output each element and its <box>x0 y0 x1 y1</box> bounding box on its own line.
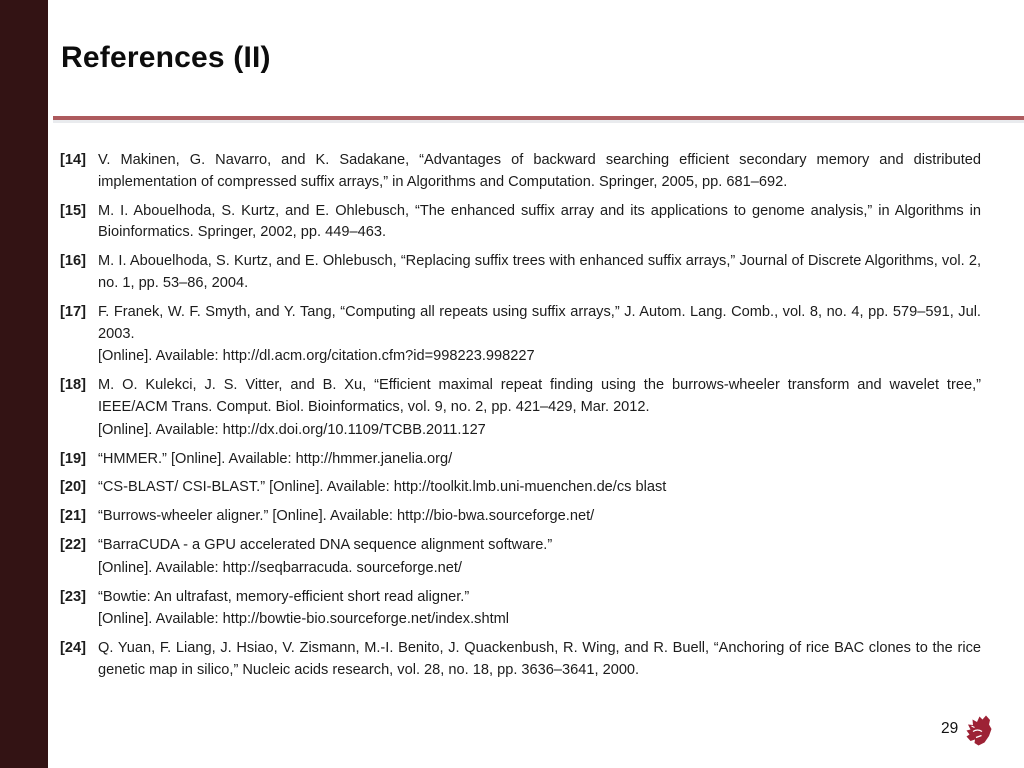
reference-number: [22] <box>60 536 86 553</box>
reference-citation: M. I. Abouelhoda, S. Kurtz, and E. Ohlebusch, “The enhanced suffix array and its applications to genome analysis,” in Algorithms in Bioinformatics. Springer, 2002, pp. 449–463. <box>98 202 981 241</box>
reference-entry <box>60 477 981 499</box>
reference-entry <box>60 375 981 441</box>
slide-accent-sidebar <box>0 0 48 768</box>
reference-entry <box>60 587 981 632</box>
reference-number: [21] <box>60 508 86 525</box>
reference-entry <box>60 535 981 580</box>
reference-citation: “Burrows-wheeler aligner.” [Online]. Available: http://bio-bwa.sourceforge.net/ <box>98 508 595 525</box>
reference-number: [23] <box>60 588 86 605</box>
reference-number: [17] <box>60 303 86 320</box>
reference-citation: Q. Yuan, F. Liang, J. Hsiao, V. Zismann, M.-I. Benito, J. Quackenbush, R. Wing, and R. Buell, “Anchoring of rice BAC clones to the rice genetic map in silico,” Nucleic acids research, vol. 28, no. 18, pp. 3636–3641, 2000. <box>98 640 981 678</box>
reference-number: [20] <box>60 479 86 496</box>
reference-online-url: [Online]. Available: http://dl.acm.org/citation.cfm?id=998223.998227 <box>98 348 535 365</box>
title-divider-rule <box>53 116 1024 123</box>
reference-citation: “HMMER.” [Online]. Available: http://hmmer.janelia.org/ <box>98 450 453 467</box>
reference-citation: M. O. Kulekci, J. S. Vitter, and B. Xu, “Efficient maximal repeat finding using the burrows-wheeler transform and wavelet tree,” IEEE/ACM Trans. Comput. Biol. Bioinformatics, vol. 9, no. 2, pp. 421–429, Mar. 2012. <box>98 377 981 415</box>
reference-number: [14] <box>60 152 86 168</box>
reference-number: [16] <box>60 253 86 270</box>
reference-citation: V. Makinen, G. Navarro, and K. Sadakane, “Advantages of backward searching efficient secondary memory and distributed implementation of compressed suffix arrays,” in Algorithms and Computation. Springer, 2005, pp. 681–692. <box>98 152 981 190</box>
reference-citation: F. Franek, W. F. Smyth, and Y. Tang, “Computing all repeats using suffix arrays,” J. Autom. Lang. Comb., vol. 8, no. 4, pp. 579–591, Jul. 2003. <box>98 303 981 342</box>
reference-number: [24] <box>60 640 86 657</box>
reference-citation: “Bowtie: An ultrafast, memory-efficient short read aligner.” <box>98 588 470 605</box>
reference-entry <box>60 201 981 245</box>
reference-entry <box>60 449 981 471</box>
references-list <box>60 150 981 689</box>
reference-citation: M. I. Abouelhoda, S. Kurtz, and E. Ohlebusch, “Replacing suffix trees with enhanced suffix arrays,” Journal of Discrete Algorithms, vol. 2, no. 1, pp. 53–86, 2004. <box>98 253 981 291</box>
reference-number: [18] <box>60 377 86 394</box>
slide-page-number: 29 <box>941 720 959 737</box>
wsu-cougar-logo-icon <box>965 715 992 746</box>
divider-rule-light-stripe <box>53 120 1024 123</box>
reference-citation: “CS-BLAST/ CSI-BLAST.” [Online]. Available: http://toolkit.lmb.uni-muenchen.de/cs blast <box>98 479 667 496</box>
reference-entry <box>60 506 981 528</box>
reference-citation: “BarraCUDA - a GPU accelerated DNA sequence alignment software.” <box>98 536 553 553</box>
reference-entry <box>60 302 981 368</box>
reference-online-url: [Online]. Available: http://bowtie-bio.sourceforge.net/index.shtml <box>98 611 510 628</box>
reference-entry <box>60 638 981 682</box>
reference-online-url: [Online]. Available: http://seqbarracuda. sourceforge.net/ <box>98 559 462 576</box>
reference-entry <box>60 251 981 295</box>
reference-entry <box>60 150 981 194</box>
reference-number: [19] <box>60 450 86 467</box>
reference-number: [15] <box>60 202 86 219</box>
reference-online-url: [Online]. Available: http://dx.doi.org/10.1109/TCBB.2011.127 <box>98 421 486 438</box>
page-title: References (II) <box>61 41 271 74</box>
